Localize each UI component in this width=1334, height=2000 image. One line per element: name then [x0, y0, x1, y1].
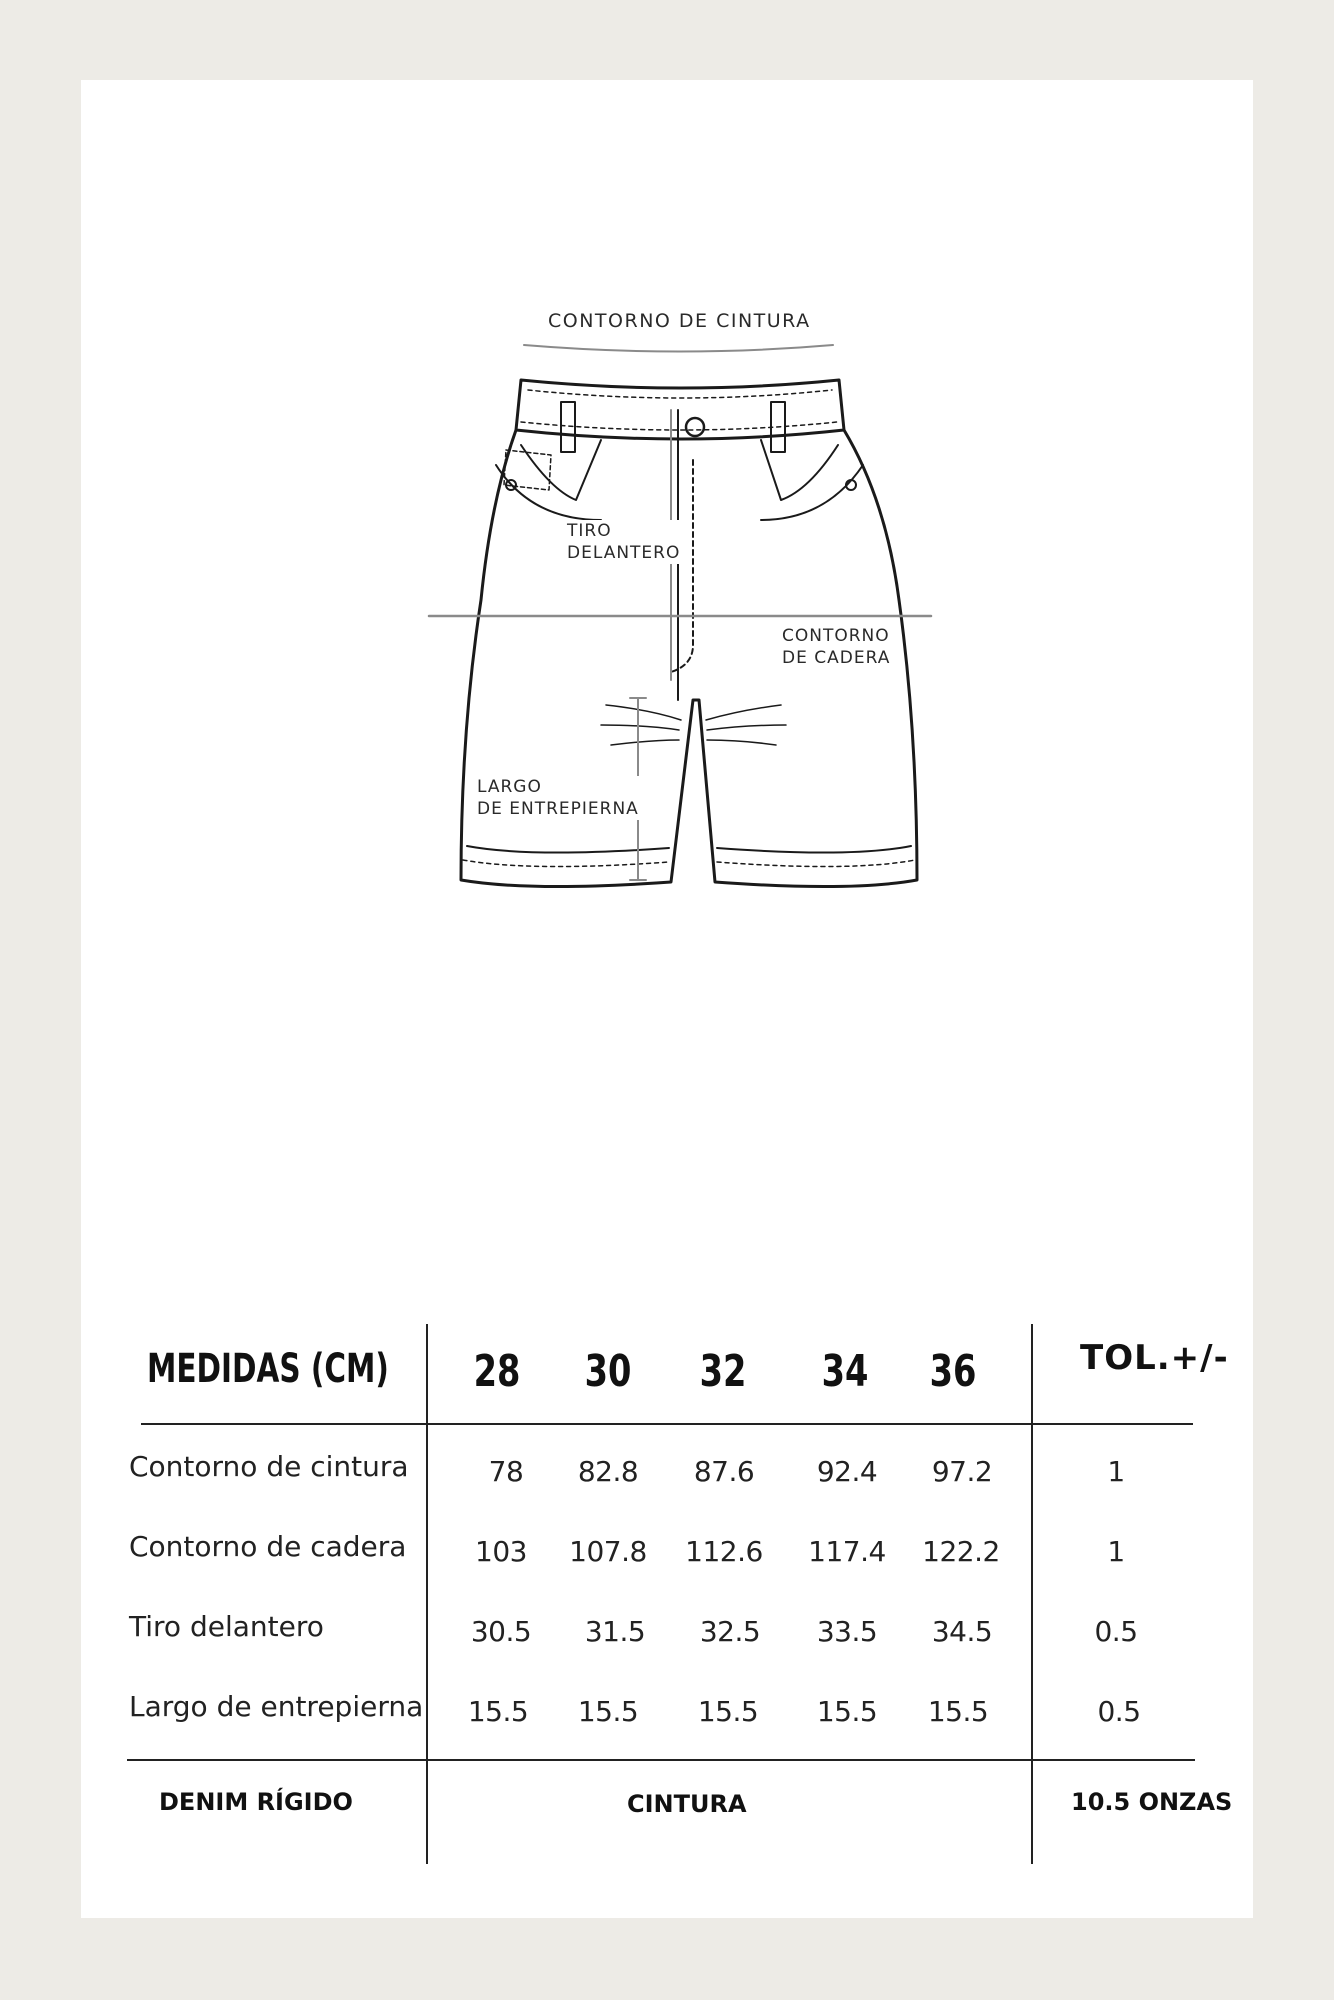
tolerance-cell: 0.5: [1097, 1695, 1141, 1728]
size-header: 30: [584, 1346, 632, 1397]
table-cell: 103: [475, 1535, 527, 1568]
size-header: 34: [821, 1346, 869, 1397]
table-divider-right: [1031, 1324, 1033, 1864]
tolerance-cell: 0.5: [1094, 1615, 1138, 1648]
table-cell: 122.2: [922, 1535, 1000, 1568]
waist-measure-label: CONTORNO DE CINTURA: [548, 310, 811, 332]
shorts-diagram: [81, 80, 1253, 980]
table-cell: 117.4: [808, 1535, 886, 1568]
size-guide-card: [81, 80, 1253, 1918]
size-header: 28: [473, 1346, 521, 1397]
table-cell: 30.5: [470, 1615, 532, 1648]
hip-measure-label: CONTORNO DE CADERA: [782, 626, 891, 668]
table-cell: 31.5: [584, 1615, 646, 1648]
table-cell: 15.5: [577, 1695, 639, 1728]
table-cell: 15.5: [697, 1695, 759, 1728]
table-cell: 15.5: [927, 1695, 989, 1728]
tolerance-header: TOL.+/-: [1080, 1338, 1229, 1378]
table-cell: 15.5: [816, 1695, 878, 1728]
tolerance-cell: 1: [1107, 1455, 1125, 1488]
table-divider-left: [426, 1324, 428, 1864]
front-rise-label: TIRO DELANTERO: [567, 521, 681, 563]
row-label: Tiro delantero: [129, 1610, 324, 1643]
table-cell: 78: [488, 1455, 524, 1488]
table-title: MEDIDAS (CM): [147, 1346, 389, 1392]
fit-label: CINTURA: [627, 1790, 747, 1818]
table-cell: 32.5: [699, 1615, 761, 1648]
row-label: Contorno de cadera: [129, 1530, 407, 1563]
tolerance-cell: 1: [1107, 1535, 1125, 1568]
header-rule: [141, 1423, 1193, 1425]
table-cell: 97.2: [931, 1455, 993, 1488]
table-cell: 82.8: [577, 1455, 639, 1488]
table-cell: 112.6: [685, 1535, 763, 1568]
table-cell: 92.4: [816, 1455, 878, 1488]
table-cell: 107.8: [569, 1535, 647, 1568]
table-cell: 87.6: [693, 1455, 755, 1488]
fabric-weight-label: 10.5 ONZAS: [1071, 1788, 1233, 1816]
inseam-label: LARGO DE ENTREPIERNA: [477, 777, 639, 819]
row-label: Largo de entrepierna: [129, 1690, 424, 1723]
table-cell: 15.5: [467, 1695, 529, 1728]
fabric-label: DENIM RÍGIDO: [159, 1788, 353, 1816]
size-header: 36: [929, 1346, 977, 1397]
row-label: Contorno de cintura: [129, 1450, 409, 1483]
size-header: 32: [699, 1346, 747, 1397]
table-cell: 34.5: [931, 1615, 993, 1648]
table-cell: 33.5: [816, 1615, 878, 1648]
footer-rule: [127, 1759, 1195, 1761]
